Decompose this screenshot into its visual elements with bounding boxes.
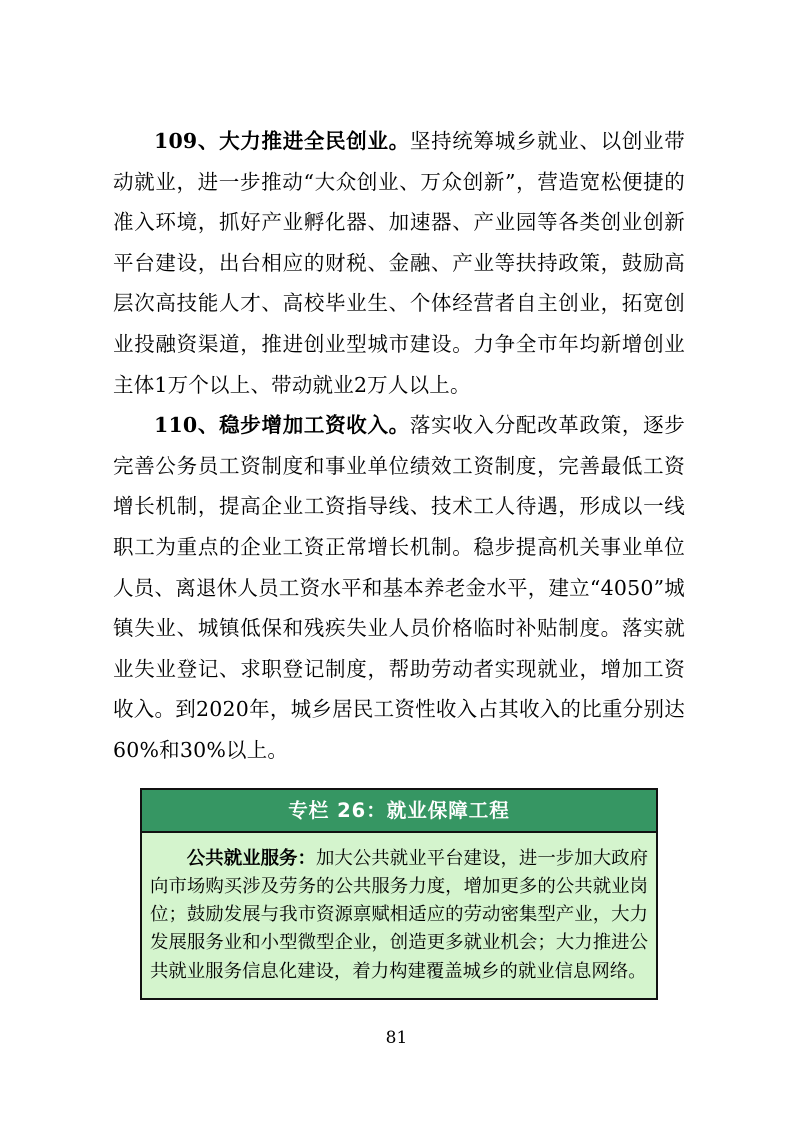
- paragraph-110-heading: 110、稳步增加工资收入。: [154, 413, 410, 438]
- text-block: [113, 121, 685, 1000]
- paragraph-110: [113, 405, 685, 770]
- paragraph-109-text: 坚持统筹城乡就业、以创业带动就业，进一步推动“大众创业、万众创新”，营造宽松便捷的准入环境，抓好产业孵化器、加速器、产业园等各类创业创新平台建设，出台相应的财税、金融、产业等扶持政策，鼓励高层次高技能人才、高校毕业生、个体经营者自主创业，拓宽创业投融资渠道，推进创业型城市建设。力争全市年均新增创业主体1万个以上、带动就业2万人以上。: [113, 129, 685, 397]
- paragraph-109: [113, 121, 685, 405]
- paragraph-109-heading: 109、大力推进全民创业。: [154, 129, 410, 153]
- feature-box-body: [142, 833, 656, 998]
- page-number: 81: [385, 1028, 408, 1048]
- feature-box-title: 专栏 26：就业保障工程: [142, 790, 656, 833]
- feature-box-text: 加大公共就业平台建设，进一步加大政府向市场购买涉及劳务的公共服务力度，增加更多的公共就业岗位；鼓励发展与我市资源禀赋相适应的劳动密集型产业，大力发展服务业和小型微型企业，创造更多就业机会；大力推进公共就业服务信息化建设，着力构建覆盖城乡的就业信息网络。: [150, 847, 648, 982]
- paragraph-110-text: 落实收入分配改革政策，逐步完善公务员工资制度和事业单位绩效工资制度，完善最低工资增长机制，提高企业工资指导线、技术工人待遇，形成以一线职工为重点的企业工资正常增长机制。稳步提高机关事业单位人员、离退休人员工资水平和基本养老金水平，建立“4050”城镇失业、城镇低保和残疾失业人员价格临时补贴制度。落实就业失业登记、求职登记制度，帮助劳动者实现就业，增加工资收入。到2020年，城乡居民工资性收入占其收入的比重分别达60%和30%以上。: [113, 413, 685, 762]
- feature-box-26: [140, 788, 658, 1000]
- feature-box-lead: 公共就业服务：: [186, 847, 316, 869]
